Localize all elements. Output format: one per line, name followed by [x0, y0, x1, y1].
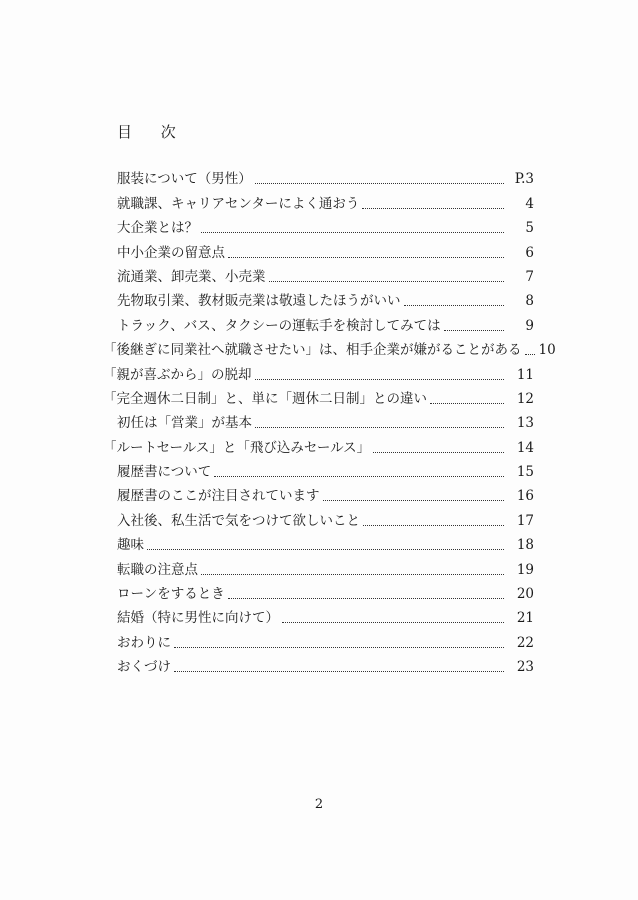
toc-leader-dots: [174, 647, 504, 648]
toc-entry-label: 大企業とは？: [117, 220, 198, 237]
toc-entry: [0, 603, 638, 627]
toc-entry-page: 8: [525, 293, 534, 310]
toc-leader-dots: [269, 281, 505, 282]
toc-entry-page: 17: [516, 512, 534, 529]
toc-leader-dots: [282, 622, 504, 623]
toc-entry-label: トラック、バス、タクシーの運転手を検討してみては: [117, 317, 441, 334]
toc-entry-label: 服装について（男性）: [117, 171, 252, 188]
toc-entry-label: 結婚（特に男性に向けて）: [117, 610, 279, 627]
toc-entry: [0, 457, 638, 481]
toc-entry-label: 先物取引業、教材販売業は敬遠したほうがいい: [117, 293, 401, 310]
toc-entry: [0, 310, 638, 334]
toc-entry: [0, 408, 638, 432]
toc-leader-dots: [255, 183, 504, 184]
toc-entry: [0, 335, 638, 359]
toc-entry-label: 履歴書のここが注目されています: [117, 488, 320, 505]
toc-leader-dots: [430, 403, 504, 404]
toc-entry-page: 7: [525, 268, 534, 285]
toc-entry-page: 19: [516, 561, 534, 578]
toc-entry: [0, 384, 638, 408]
toc-entry-page: 23: [516, 659, 534, 676]
toc-entry-page: 12: [516, 390, 534, 407]
toc-leader-dots: [444, 330, 504, 331]
toc-entry: [0, 432, 638, 456]
toc-entry: [0, 188, 638, 212]
toc-entry-label: 「ルートセールス」と「飛び込みセールス」: [103, 439, 371, 456]
toc-title: 目 次: [117, 123, 188, 141]
toc-entry-label: ローンをするとき: [117, 586, 225, 603]
toc-leader-dots: [228, 598, 504, 599]
toc-entry-label: 入社後、私生活で気をつけて欲しいこと: [117, 512, 360, 529]
toc-entry: [0, 505, 638, 529]
toc-entry-page: 9: [525, 317, 534, 334]
toc-entry: [0, 554, 638, 578]
toc-entry-page: 11: [516, 366, 534, 383]
toc-entry-page: 5: [525, 220, 534, 237]
toc-entry-label: 流通業、卸売業、小売業: [117, 268, 266, 285]
toc-entry-page: 6: [525, 244, 534, 261]
toc-entry-label: おわりに: [117, 634, 171, 651]
toc-leader-dots: [214, 476, 504, 477]
toc-entry-page: 18: [516, 537, 534, 554]
page-number: 2: [314, 797, 324, 812]
toc-entry: [0, 627, 638, 651]
toc-leader-dots: [228, 257, 504, 258]
toc-entry-page: 15: [516, 464, 534, 481]
toc-entry: [0, 579, 638, 603]
toc-entry-label: 「後継ぎに同業社へ就職させたい」は、相手企業が嫌がることがある: [103, 342, 522, 359]
toc-entry: [0, 237, 638, 261]
toc-entry: [0, 359, 638, 383]
toc-entry-label: おくづけ: [117, 659, 171, 676]
toc-leader-dots: [525, 354, 535, 355]
toc-leader-dots: [201, 574, 504, 575]
toc-list: [0, 164, 638, 676]
toc-entry-page: 20: [516, 586, 534, 603]
toc-entry-page: 10: [538, 342, 556, 359]
toc-entry: [0, 286, 638, 310]
toc-leader-dots: [373, 452, 504, 453]
toc-entry-page: 13: [516, 415, 534, 432]
toc-entry-page: 14: [516, 439, 534, 456]
toc-entry: [0, 481, 638, 505]
toc-leader-dots: [255, 379, 505, 380]
toc-entry-page: 4: [525, 195, 534, 212]
toc-entry: [0, 164, 638, 188]
toc-leader-dots: [363, 525, 504, 526]
toc-entry-page: P.3: [514, 171, 534, 188]
toc-entry-page: 22: [516, 634, 534, 651]
toc-entry-label: 履歴書について: [117, 464, 212, 481]
toc-entry-label: 転職の注意点: [117, 561, 198, 578]
toc-leader-dots: [174, 671, 504, 672]
toc-entry-label: 趣味: [117, 537, 144, 554]
toc-entry-page: 21: [516, 610, 534, 627]
toc-leader-dots: [323, 500, 505, 501]
toc-entry-label: 中小企業の留意点: [117, 244, 225, 261]
toc-leader-dots: [255, 427, 504, 428]
toc-entry: [0, 262, 638, 286]
toc-entry-label: 「完全週休二日制」と、単に「週休二日制」との違い: [103, 390, 427, 407]
toc-entry: [0, 652, 638, 676]
toc-entry-page: 16: [516, 488, 534, 505]
toc-leader-dots: [404, 305, 505, 306]
toc-entry-label: 就職課、キャリアセンターによく通おう: [117, 195, 360, 212]
toc-entry: [0, 213, 638, 237]
toc-entry-label: 初任は「営業」が基本: [117, 415, 252, 432]
toc-leader-dots: [147, 549, 504, 550]
toc-leader-dots: [201, 232, 504, 233]
toc-entry-label: 「親が喜ぶから」の脱却: [103, 366, 252, 383]
toc-entry: [0, 530, 638, 554]
toc-leader-dots: [362, 208, 504, 209]
